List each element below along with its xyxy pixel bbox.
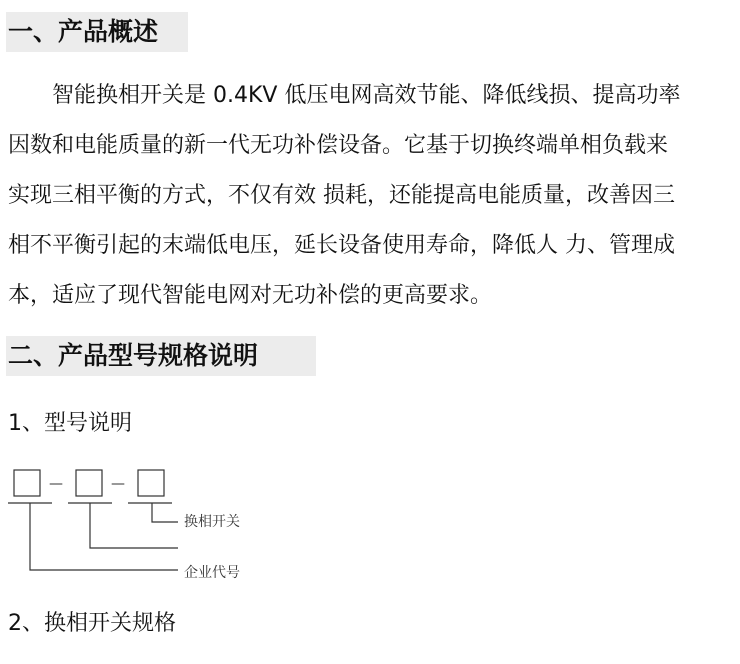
subheading-switch-spec: 2、换相开关规格 bbox=[8, 611, 176, 636]
leader-line-company-reserved bbox=[90, 503, 178, 548]
label-switch: 换相开关 bbox=[184, 514, 240, 530]
subheading-model-description: 1、型号说明 bbox=[8, 411, 132, 436]
section-heading-overview: 一、产品概述 bbox=[6, 12, 188, 52]
model-code-box-1 bbox=[14, 470, 40, 496]
overview-paragraph-line: 智能换相开关是 0.4KV 低压电网高效节能、降低线损、提高功率 bbox=[52, 83, 681, 108]
overview-paragraph-line: 因数和电能质量的新一代无功补偿设备。它基于切换终端单相负载来 bbox=[8, 133, 669, 158]
model-code-diagram bbox=[0, 460, 300, 590]
separator-dash-1: — bbox=[49, 476, 63, 492]
leader-line-switch bbox=[152, 503, 178, 522]
model-code-box-2 bbox=[76, 470, 102, 496]
section-heading-model-spec: 二、产品型号规格说明 bbox=[6, 336, 316, 376]
model-code-box-3 bbox=[138, 470, 164, 496]
overview-paragraph-line: 实现三相平衡的方式，不仅有效 损耗，还能提高电能质量，改善因三 bbox=[8, 183, 675, 208]
label-company-code: 企业代号 bbox=[184, 565, 240, 581]
overview-paragraph-line: 相不平衡引起的末端低电压，延长设备使用寿命，降低人 力、管理成 bbox=[8, 233, 675, 258]
overview-paragraph-line: 本，适应了现代智能电网对无功补偿的更高要求。 bbox=[8, 283, 493, 308]
leader-line-company bbox=[30, 503, 178, 570]
separator-dash-2: — bbox=[111, 476, 125, 492]
